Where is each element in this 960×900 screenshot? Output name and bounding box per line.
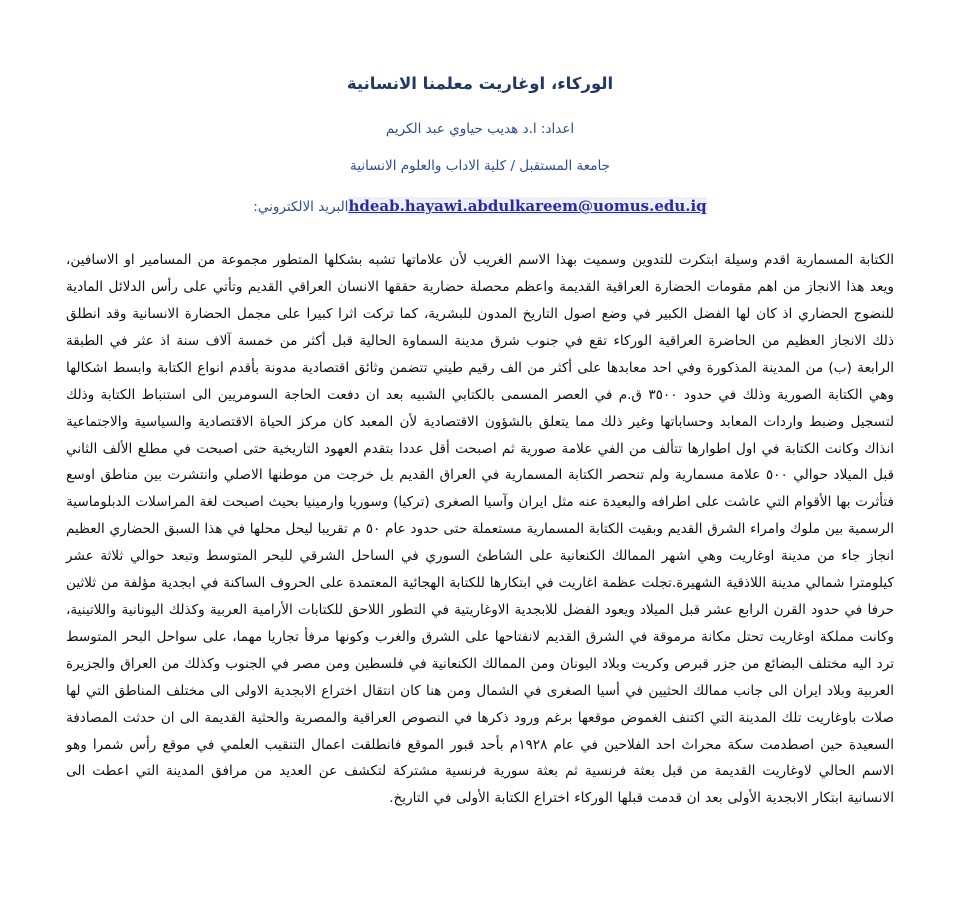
email-line [0,197,960,215]
page-title: الوركاء، اوغاريت معلمنا الانسانية [346,74,614,93]
affiliation-line: جامعة المستقبل / كلية الاداب والعلوم الانسانية [350,158,610,175]
email-label: البريد الالكتروني: [253,199,349,216]
author-line: اعداد: ا.د هديب حياوي عبد الكريم [385,120,575,137]
document-body [0,231,960,812]
body-paragraph: الكتابة المسمارية اقدم وسيلة ابتكرت للتدوين وسميت بهذا الاسم الغريب لأن علاماتها تشبه بشكلها المتطور مجموعة من المسامير او الاسافين، ويعد هذا الانجاز من اهم مقومات الحضارة العراقية القديمة واعظم محصلة حضارية حققها الانسان العراقي القديم وتأتي على رأس الدلائل المادية للنضوج الحضاري اذ كان لها الفضل الكبير في وضع اصول التاريخ المدون للبشرية، كما تركت اثرا كبيرا على مجمل الحضارة الانسانية وقد انطلق ذلك الانجاز العظيم من الحاضرة العراقية الوركاء تقع في جنوب شرق مدينة السماوة الحالية قبل أكثر من خمسة آلاف سنة اذ عثر في الطبقة الرابعة (ب) من المدينة المذكورة وفي احد معابدها على أكثر من الف رقيم طيني تتضمن وثائق اقتصادية مدونة بأقدم انواع الكتابة وابسط اشكالها وهي الكتابة الصورية وذلك في حدود ٣٥٠٠ ق.م في العصر المسمى بالكتابي الشبيه بعد ان دفعت الحاجة السومريين الى استنباط الكتابة وذلك لتسجيل وضبط واردات المعابد وحساباتها وغير ذلك مما يتعلق بالشؤون الاقتصادية لأن المعبد كان مركز الحياة الاقتصادية والسياسية والاجتماعية انذاك وكانت الكتابة في اول اطوارها تتألف من الفي علامة صورية ثم اصبحت أقل عددا بتقدم العهود التاريخية حتى اصبحت في مطلع الألف الثاني قبل الميلاد حوالي ٥٠٠ علامة مسمارية ولم تنحصر الكتابة المسمارية في العراق القديم بل خرجت من موطنها الاصلي وانتشرت بين مناطق اوسع فتأثرت بها الأقوام التي عاشت على اطرافه والبعيدة عنه مثل ايران وآسيا الصغرى (تركيا) وسوريا وارمينيا بحيث اصبحت لغة المراسلات الدبلوماسية الرسمية بين ملوك وامراء الشرق القديم وبقيت الكتابة المسمارية مستعملة حتى حدود عام ٥٠ م تقريبا ليحل محلها في هذا السبق الحضاري العظيم انجاز جاء من مدينة اوغاريت وهي اشهر الممالك الكنعانية على الشاطئ السوري في الساحل الشرقي للبحر المتوسط وتبعد حوالي ثلاثة عشر كيلومترا شمالي مدينة اللاذقية الشهيرة.تجلت عظمة اغاريت في ابتكارها للكتابة الهجائية المعتمدة على الحروف الساكنة في ابجدية مؤلفة من ثلاثين حرفا في حدود القرن الرابع عشر قبل الميلاد ويعود الفضل للابجدية الاوغاريتية في التطور اللاحق للكتابات الأرامية العربية وكذلك اليونانية واللاتينية، وكانت مملكة اوغاريت تحتل مكانة مرموقة في الشرق القديم لانفتاحها على الشرق والغرب وكونها مرفأ تجاريا مهما، على سواحل البحر المتوسط ترد اليه مختلف البضائع من جزر قبرص وكريت وبلاد اليونان ومن الممالك الكنعانية في فلسطين ومن مصر في الجنوب وكذلك من العراق والجزيرة العربية وبلاد ايران الى جانب ممالك الحثيين في أسيا الصغرى في الشمال ومن هنا كان انتقال اختراع الابجدية الاولى الى مختلف المناطق التي لها صلات باوغاريت تلك المدينة التي اكتنف الغموض موقعها برغم ورود ذكرها في النصوص العراقية والمصرية والحثية القديمة الى ان حدثت المصادفة السعيدة حين اصطدمت سكة محراث احد الفلاحين في عام ١٩٢٨م بأحد قبور الموقع فانطلقت اعمال التنقيب العلمي في موقع رأس شمرا وهو الاسم الحالي لاوغاريت القديمة من قبل بعثة فرنسية ثم بعثة سورية فرنسية مشتركة لتكشف عن العديد من مرافق المدينة التي اعطت الى الانسانية ابتكار الابجدية الأولى بعد ان قدمت قبلها الوركاء اختراع الكتابة الأولى في التاريخ. [66,252,895,807]
document-header [0,0,960,215]
email-address-link[interactable]: hdeab.hayawi.abdulkareem@uomus.edu.iq [348,197,707,216]
